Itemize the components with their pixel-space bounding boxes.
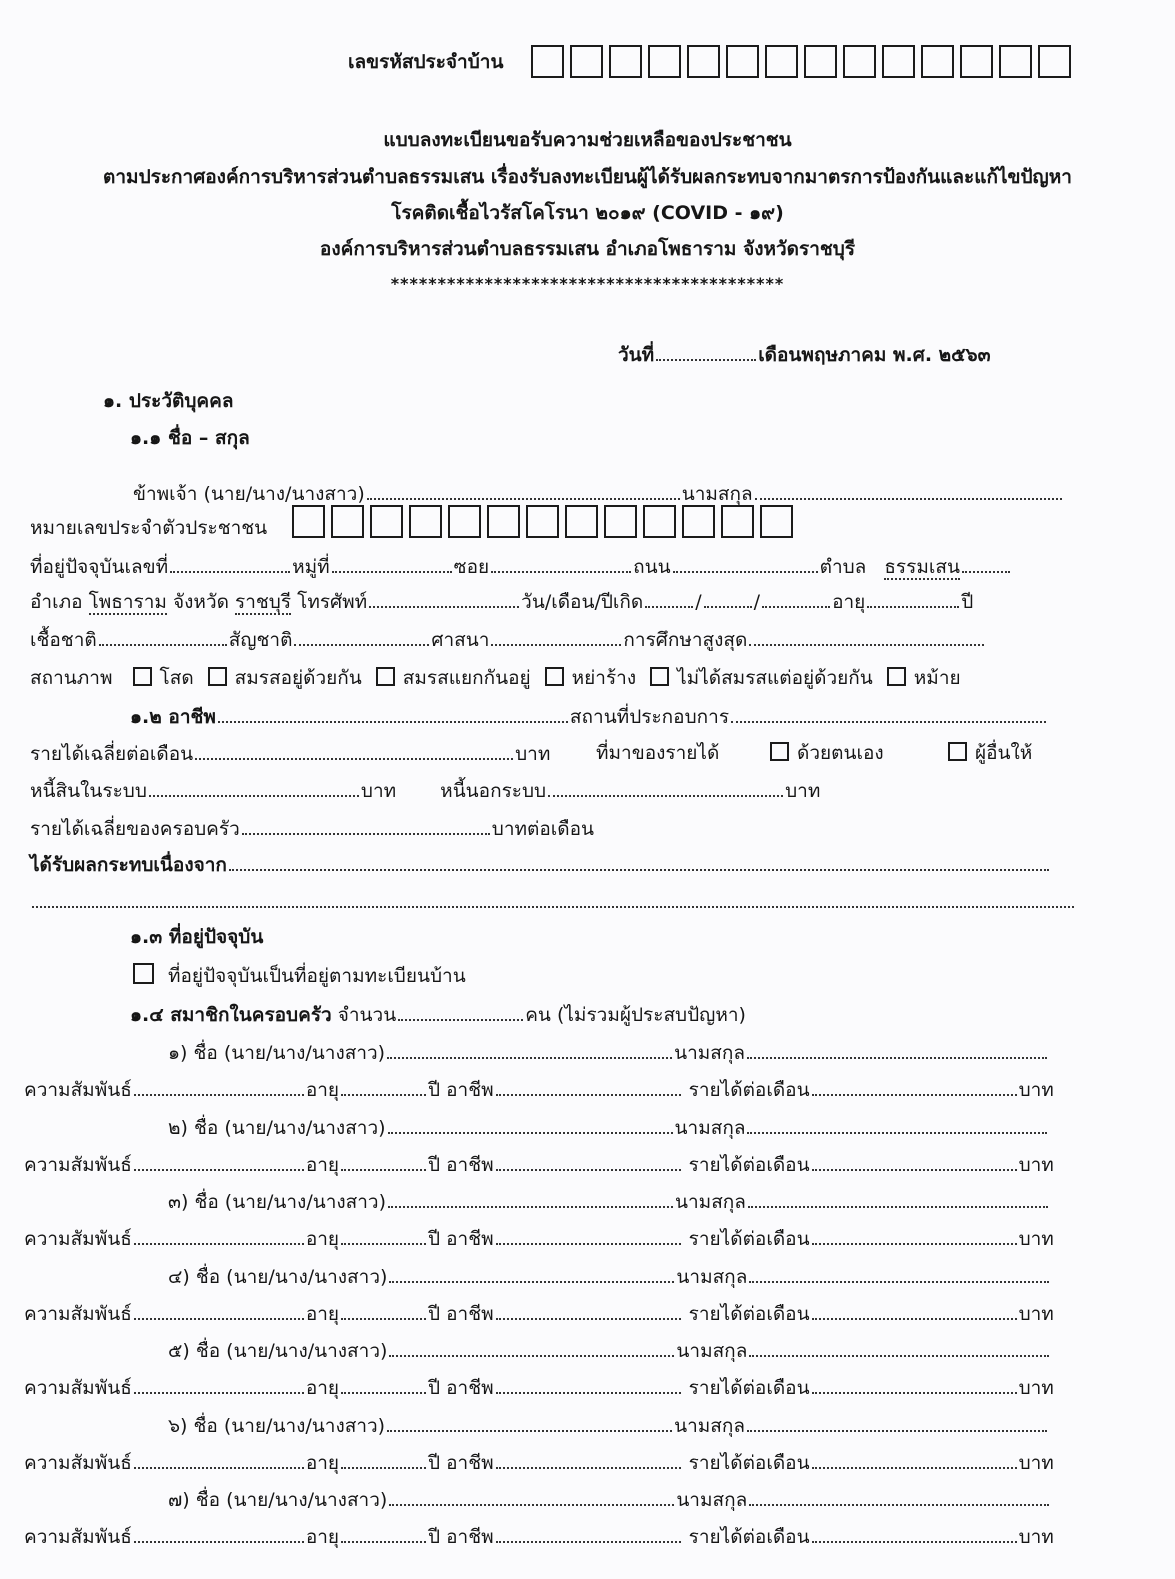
member-name-label: ๑) ชื่อ (นาย/นาง/นางสาว) xyxy=(168,1042,386,1064)
member-detail-line[interactable] xyxy=(24,1300,1054,1327)
relation-label: ความสัมพันธ์ xyxy=(24,1153,132,1176)
digit-box[interactable] xyxy=(921,45,954,78)
debt-out-label: หนี้นอกระบบ xyxy=(440,780,547,802)
digit-box[interactable] xyxy=(531,45,564,78)
source-other-label: ผู้อื่นให้ xyxy=(975,742,1033,764)
checkbox[interactable] xyxy=(887,667,906,686)
member-year-occupation-label: ปี อาชีพ xyxy=(428,1377,494,1399)
form-subtitle-covid: โรคติดเชื้อไวรัสโคโรนา ๒๐๑๙ (COVID - ๑๙) xyxy=(391,202,784,224)
member-income-label: รายได้ต่อเดือน xyxy=(682,1302,810,1325)
affected-label: ได้รับผลกระทบเนื่องจาก xyxy=(30,854,227,876)
baht-label: บาท xyxy=(1018,1079,1054,1101)
status-option[interactable] xyxy=(133,667,194,689)
form-subtitle: ตามประกาศองค์การบริหารส่วนตำบลธรรมเสน เรื่องรับลงทะเบียนผู้ได้รับผลกระทบจากมาตรการป้องกันและแก้ไขปัญหา xyxy=(103,166,1072,188)
member-name-label: ๓) ชื่อ (นาย/นาง/นางสาว) xyxy=(168,1191,387,1213)
baht-label: บาท xyxy=(360,780,397,802)
ethnicity-line[interactable] xyxy=(30,626,986,653)
digit-box[interactable] xyxy=(526,505,559,538)
digit-box[interactable] xyxy=(292,505,325,538)
house-id-label: เลขรหัสประจำบ้าน xyxy=(348,51,504,73)
affected-line-2[interactable] xyxy=(30,888,1076,915)
family-income-label: รายได้เฉลี่ยของครอบครัว xyxy=(30,818,240,840)
status-line xyxy=(30,665,961,691)
member-detail-line[interactable] xyxy=(24,1151,1054,1178)
family-income-line[interactable] xyxy=(30,815,594,842)
baht-per-month-label: บาทต่อเดือน xyxy=(491,818,595,840)
ethnicity-label: เชื้อชาติ xyxy=(30,629,97,651)
baht-label: บาท xyxy=(1018,1451,1054,1474)
separator-stars: ****************************************** xyxy=(390,274,785,293)
road-label: ถนน xyxy=(633,556,671,578)
phone-label: โทรศัพท์ xyxy=(297,591,368,613)
form-org: องค์การบริหารส่วนตำบลธรรมเสน อำเภอโพธาราม จังหวัดราชบุรี xyxy=(319,238,856,260)
citizen-id-boxes[interactable] xyxy=(292,505,799,538)
member-name-line[interactable] xyxy=(168,1188,1050,1215)
digit-box[interactable] xyxy=(448,505,481,538)
family-members-line[interactable] xyxy=(130,1001,746,1028)
debt-line[interactable] xyxy=(30,777,820,804)
member-surname-label: นามสกุล xyxy=(676,1489,748,1511)
house-no-label: ที่อยู่ปัจจุบันเลขที่ xyxy=(30,556,169,578)
status-option-label: สมรสแยกกันอยู่ xyxy=(402,667,531,689)
member-name-line[interactable] xyxy=(168,1337,1051,1364)
baht-label: บาท xyxy=(1018,1153,1054,1176)
house-id-boxes[interactable] xyxy=(531,45,1077,78)
province-label: จังหวัด xyxy=(173,591,229,613)
member-income-label: รายได้ต่อเดือน xyxy=(682,1451,810,1474)
member-surname-label: นามสกุล xyxy=(675,1191,746,1213)
checkbox[interactable] xyxy=(133,667,152,686)
tambon-label: ตำบล xyxy=(819,556,867,578)
section-1-3-heading: ๑.๓ ที่อยู่ปัจจุบัน xyxy=(130,926,264,948)
digit-box[interactable] xyxy=(765,45,798,78)
baht-label: บาท xyxy=(1018,1302,1054,1325)
member-surname-label: นามสกุล xyxy=(674,1116,746,1139)
checkbox[interactable] xyxy=(770,742,789,761)
status-label: สถานภาพ xyxy=(30,667,113,689)
address-line-2[interactable]: อำเภอ โพธาราม จังหวัด ราชบุรี โทรศัพท์ วัน/เดือน/ปีเกิด / / อายุ ปี xyxy=(30,588,973,615)
status-option-label: หม้าย xyxy=(913,667,961,689)
digit-box[interactable] xyxy=(643,505,676,538)
age-label: อายุ xyxy=(832,591,866,613)
section-1-1-heading: ๑.๑ ชื่อ – สกุล xyxy=(130,427,250,449)
baht-label: บาท xyxy=(785,780,821,802)
income-label: รายได้เฉลี่ยต่อเดือน xyxy=(30,743,194,765)
nationality-label: สัญชาติ xyxy=(228,629,293,651)
member-income-label: รายได้ต่อเดือน xyxy=(682,1526,810,1548)
member-age-label: อายุ xyxy=(305,1153,340,1176)
member-age-label: อายุ xyxy=(305,1377,340,1399)
occupation-line[interactable] xyxy=(130,703,1048,730)
digit-box[interactable] xyxy=(370,505,403,538)
same-address-option[interactable] xyxy=(133,963,466,989)
status-option[interactable] xyxy=(376,667,531,689)
digit-box[interactable] xyxy=(565,505,598,538)
member-age-label: อายุ xyxy=(305,1302,340,1325)
member-income-label: รายได้ต่อเดือน xyxy=(682,1153,810,1176)
income-line[interactable] xyxy=(30,740,550,767)
status-option-label: โสด xyxy=(159,667,194,689)
member-detail-line[interactable] xyxy=(24,1449,1054,1476)
status-option[interactable] xyxy=(650,667,873,689)
digit-box[interactable] xyxy=(999,45,1032,78)
date-line[interactable] xyxy=(618,341,991,368)
member-surname-label: นามสกุล xyxy=(674,1042,746,1064)
amphoe-label: อำเภอ xyxy=(30,591,83,613)
member-name-label: ๗) ชื่อ (นาย/นาง/นางสาว) xyxy=(168,1489,388,1511)
religion-label: ศาสนา xyxy=(431,629,490,651)
member-detail-line[interactable] xyxy=(24,1076,1054,1103)
status-option[interactable] xyxy=(545,667,636,689)
digit-box[interactable] xyxy=(843,45,876,78)
count-unit: คน xyxy=(525,1004,551,1026)
digit-box[interactable] xyxy=(882,45,915,78)
member-name-line[interactable] xyxy=(168,1114,1049,1141)
digit-box[interactable] xyxy=(687,45,720,78)
year-label: ปี xyxy=(961,591,974,613)
source-other-option[interactable] xyxy=(948,740,1032,766)
checkbox[interactable] xyxy=(133,963,154,984)
member-year-occupation-label: ปี อาชีพ xyxy=(428,1153,494,1176)
count-note: (ไม่รวมผู้ประสบปัญหา) xyxy=(556,1004,746,1026)
tambon-value: ธรรมเสน xyxy=(884,556,960,578)
section-1-heading: ๑. ประวัติบุคคล xyxy=(103,390,234,412)
checkbox[interactable] xyxy=(948,742,967,761)
member-year-occupation-label: ปี อาชีพ xyxy=(428,1228,494,1250)
baht-label: บาท xyxy=(1018,1228,1054,1250)
relation-label: ความสัมพันธ์ xyxy=(24,1302,132,1325)
baht-label: บาท xyxy=(1018,1526,1054,1548)
section-1-2-heading: ๑.๒ อาชีพ xyxy=(130,706,216,728)
member-age-label: อายุ xyxy=(305,1451,340,1474)
education-label: การศึกษาสูงสุด xyxy=(623,629,748,651)
relation-label: ความสัมพันธ์ xyxy=(24,1228,132,1250)
amphoe-value: โพธาราม xyxy=(88,591,167,613)
member-surname-label: นามสกุล xyxy=(674,1414,746,1437)
member-name-line[interactable] xyxy=(168,1263,1051,1290)
digit-box[interactable] xyxy=(760,505,793,538)
member-year-occupation-label: ปี อาชีพ xyxy=(428,1526,494,1548)
digit-box[interactable] xyxy=(648,45,681,78)
soi-label: ซอย xyxy=(453,556,490,578)
status-option-label: ไม่ได้สมรสแต่อยู่ด้วยกัน xyxy=(677,667,873,689)
member-name-line[interactable] xyxy=(168,1486,1051,1513)
income-source-label: ที่มาของรายได้ xyxy=(596,742,720,764)
checkbox[interactable] xyxy=(650,667,669,686)
id-label: หมายเลขประจำตัวประชาชน xyxy=(30,517,268,539)
member-year-occupation-label: ปี อาชีพ xyxy=(428,1079,494,1101)
digit-box[interactable] xyxy=(726,45,759,78)
baht-label: บาท xyxy=(1018,1377,1054,1399)
member-name-label: ๕) ชื่อ (นาย/นาง/นางสาว) xyxy=(168,1340,388,1362)
count-label: จำนวน xyxy=(337,1004,397,1026)
date-day-label: วันที่ xyxy=(618,344,655,366)
baht-label: บาท xyxy=(515,743,551,765)
dob-label: วัน/เดือน/ปีเกิด xyxy=(521,591,644,613)
member-age-label: อายุ xyxy=(305,1526,340,1548)
address-line[interactable] xyxy=(30,553,1012,580)
relation-label: ความสัมพันธ์ xyxy=(24,1377,132,1399)
form-title: แบบลงทะเบียนขอรับความช่วยเหลือของประชาชน xyxy=(383,129,792,151)
member-income-label: รายได้ต่อเดือน xyxy=(682,1228,810,1250)
date-month-year: เดือนพฤษภาคม พ.ศ. ๒๕๖๓ xyxy=(758,344,991,366)
status-option-label: สมรสอยู่ด้วยกัน xyxy=(234,667,362,689)
digit-box[interactable] xyxy=(609,45,642,78)
member-income-label: รายได้ต่อเดือน xyxy=(682,1079,810,1101)
checkbox[interactable] xyxy=(376,667,395,686)
source-self-label: ด้วยตนเอง xyxy=(797,742,884,764)
relation-label: ความสัมพันธ์ xyxy=(24,1079,132,1101)
member-name-line[interactable] xyxy=(168,1412,1049,1439)
workplace-label: สถานที่ประกอบการ xyxy=(569,706,730,728)
digit-box[interactable] xyxy=(487,505,520,538)
member-name-line[interactable] xyxy=(168,1039,1049,1066)
member-detail-line[interactable] xyxy=(24,1523,1054,1550)
member-age-label: อายุ xyxy=(305,1228,340,1250)
affected-line[interactable] xyxy=(30,851,1051,878)
name-line[interactable] xyxy=(133,480,1064,507)
digit-box[interactable] xyxy=(1038,45,1071,78)
digit-box[interactable] xyxy=(331,505,364,538)
surname-label: นามสกุล xyxy=(681,483,753,505)
section-1-4-heading: ๑.๔ สมาชิกในครอบครัว xyxy=(130,1004,332,1026)
digit-box[interactable] xyxy=(960,45,993,78)
source-self-option[interactable] xyxy=(770,740,884,766)
checkbox[interactable] xyxy=(545,667,564,686)
member-income-label: รายได้ต่อเดือน xyxy=(682,1377,810,1399)
member-surname-label: นามสกุล xyxy=(676,1340,748,1362)
member-detail-line[interactable] xyxy=(24,1225,1054,1252)
name-label: ข้าพเจ้า (นาย/นาง/นางสาว) xyxy=(133,483,365,505)
digit-box[interactable] xyxy=(409,505,442,538)
province-value: ราชบุรี xyxy=(235,591,292,613)
digit-box[interactable] xyxy=(804,45,837,78)
status-option-label: หย่าร้าง xyxy=(571,667,637,689)
member-age-label: อายุ xyxy=(305,1079,340,1101)
digit-box[interactable] xyxy=(570,45,603,78)
member-surname-label: นามสกุล xyxy=(676,1265,748,1288)
member-name-label: ๔) ชื่อ (นาย/นาง/นางสาว) xyxy=(168,1265,388,1288)
relation-label: ความสัมพันธ์ xyxy=(24,1526,132,1548)
digit-box[interactable] xyxy=(604,505,637,538)
status-option[interactable] xyxy=(887,667,961,689)
checkbox[interactable] xyxy=(208,667,227,686)
relation-label: ความสัมพันธ์ xyxy=(24,1451,132,1474)
digit-box[interactable] xyxy=(721,505,754,538)
same-address-label: ที่อยู่ปัจจุบันเป็นที่อยู่ตามทะเบียนบ้าน xyxy=(168,965,466,987)
status-option[interactable] xyxy=(208,667,362,689)
member-name-label: ๒) ชื่อ (นาย/นาง/นางสาว) xyxy=(168,1116,386,1139)
moo-label: หมู่ที่ xyxy=(292,556,330,578)
digit-box[interactable] xyxy=(682,505,715,538)
member-name-label: ๖) ชื่อ (นาย/นาง/นางสาว) xyxy=(168,1414,386,1437)
member-detail-line[interactable] xyxy=(24,1374,1054,1401)
member-year-occupation-label: ปี อาชีพ xyxy=(428,1451,494,1474)
debt-in-label: หนี้สินในระบบ xyxy=(30,780,147,802)
member-year-occupation-label: ปี อาชีพ xyxy=(428,1302,494,1325)
